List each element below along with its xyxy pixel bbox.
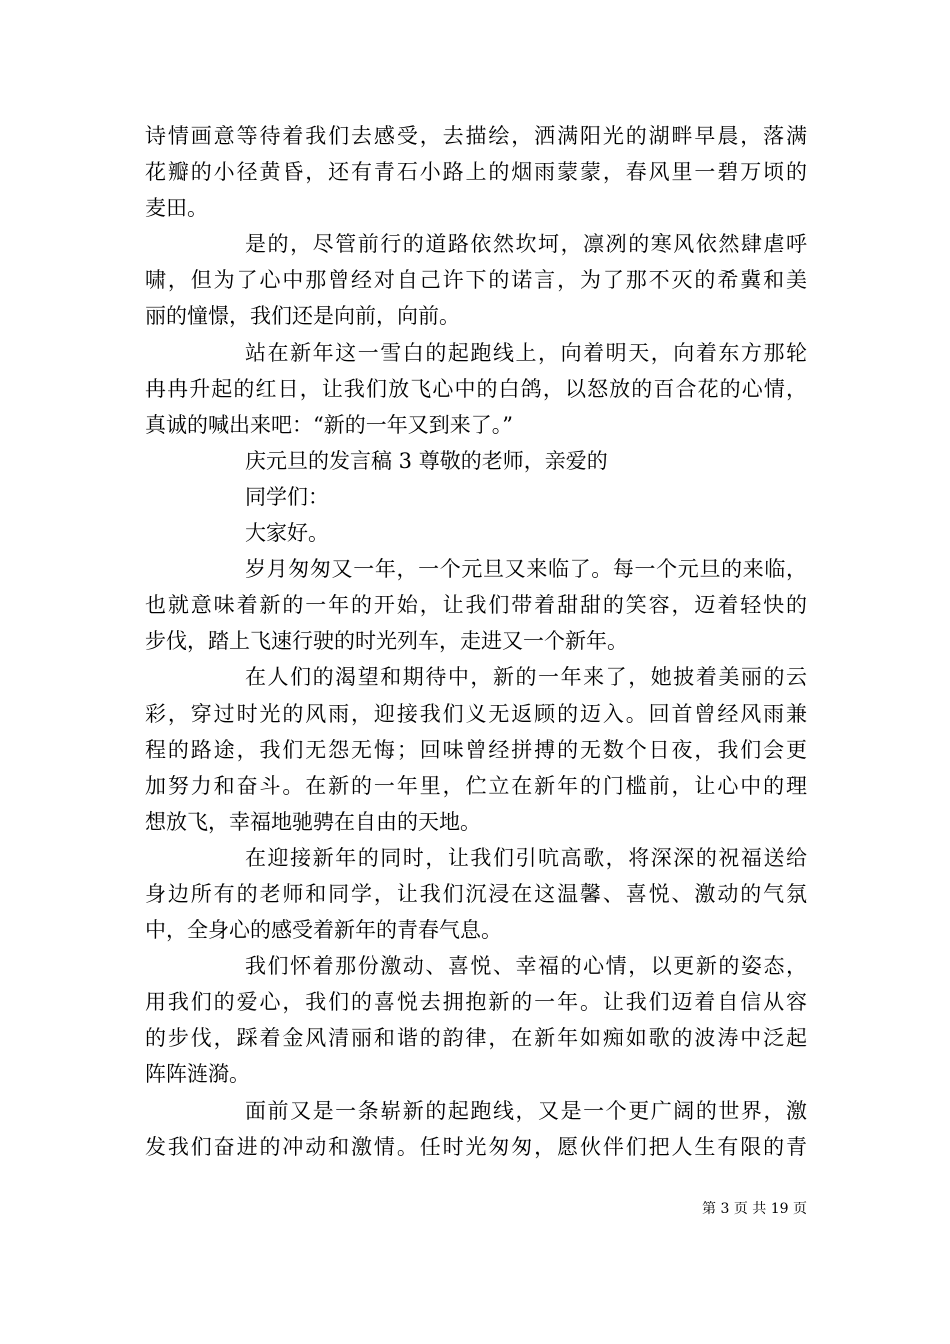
text-line: 冉冉升起的红日，让我们放飞心中的白鸽，以怒放的百合花的心情， xyxy=(145,376,807,401)
paragraph-first-line: 是的，尽管前行的道路依然坎坷，凛冽的寒风依然肆虐呼 xyxy=(245,232,807,257)
paragraph-first-line: 大家好。 xyxy=(245,521,329,546)
paragraph-first-line: 站在新年这一雪白的起跑线上，向着明天，向着东方那轮 xyxy=(245,340,807,365)
text-line: 麦田。 xyxy=(145,196,208,221)
text-line: 中，全身心的感受着新年的青春气息。 xyxy=(145,918,502,943)
paragraph-first-line: 同学们： xyxy=(245,484,329,509)
text-line: 发我们奋进的冲动和激情。任时光匆匆，愿伙伴们把人生有限的青 xyxy=(145,1134,807,1159)
paragraph-first-line: 在人们的渴望和期待中，新的一年来了，她披着美丽的云 xyxy=(245,665,807,690)
text-line: 丽的憧憬，我们还是向前，向前。 xyxy=(145,304,460,329)
text-line: 加努力和奋斗。在新的一年里，伫立在新年的门槛前，让心中的理 xyxy=(145,773,807,798)
text-line: 想放飞，幸福地驰骋在自由的天地。 xyxy=(145,809,481,834)
page-number-footer: 第 3 页 共 19 页 xyxy=(702,1201,807,1217)
text-line: 花瓣的小径黄昏，还有青石小路上的烟雨蒙蒙，春风里一碧万顷的 xyxy=(145,160,807,185)
paragraph-first-line: 我们怀着那份激动、喜悦、幸福的心情，以更新的姿态， xyxy=(245,954,807,979)
text-line: 彩，穿过时光的风雨，迎接我们义无返顾的迈入。回首曾经风雨兼 xyxy=(145,701,807,726)
paragraph-first-line: 岁月匆匆又一年，一个元旦又来临了。每一个元旦的来临， xyxy=(245,557,807,582)
paragraph-first-line: 面前又是一条崭新的起跑线，又是一个更广阔的世界，激 xyxy=(245,1098,807,1123)
document-body xyxy=(145,118,807,1165)
paragraph-first-line: 在迎接新年的同时，让我们引吭高歌，将深深的祝福送给 xyxy=(245,845,807,870)
text-line: 的步伐，踩着金风清丽和谐的韵律，在新年如痴如歌的波涛中泛起 xyxy=(145,1026,807,1051)
text-line: 身边所有的老师和同学，让我们沉浸在这温馨、喜悦、激动的气氛 xyxy=(145,881,807,906)
text-line: 诗情画意等待着我们去感受，去描绘，洒满阳光的湖畔早晨，落满 xyxy=(145,124,807,148)
paragraph-first-line: 庆元旦的发言稿 3 尊敬的老师，亲爱的 xyxy=(245,448,608,473)
text-line: 也就意味着新的一年的开始，让我们带着甜甜的笑容，迈着轻快的 xyxy=(145,593,807,618)
text-line: 真诚的喊出来吧：“新的一年又到来了。” xyxy=(145,412,513,437)
text-line: 程的路途，我们无怨无悔；回味曾经拼搏的无数个日夜，我们会更 xyxy=(145,737,807,762)
text-line: 步伐，踏上飞速行驶的时光列车，走进又一个新年。 xyxy=(145,629,628,654)
text-line: 啸，但为了心中那曾经对自己许下的诺言，为了那不灭的希冀和美 xyxy=(145,268,807,293)
text-line: 阵阵涟漪。 xyxy=(145,1062,250,1087)
text-line: 用我们的爱心，我们的喜悦去拥抱新的一年。让我们迈着自信从容 xyxy=(145,990,807,1015)
